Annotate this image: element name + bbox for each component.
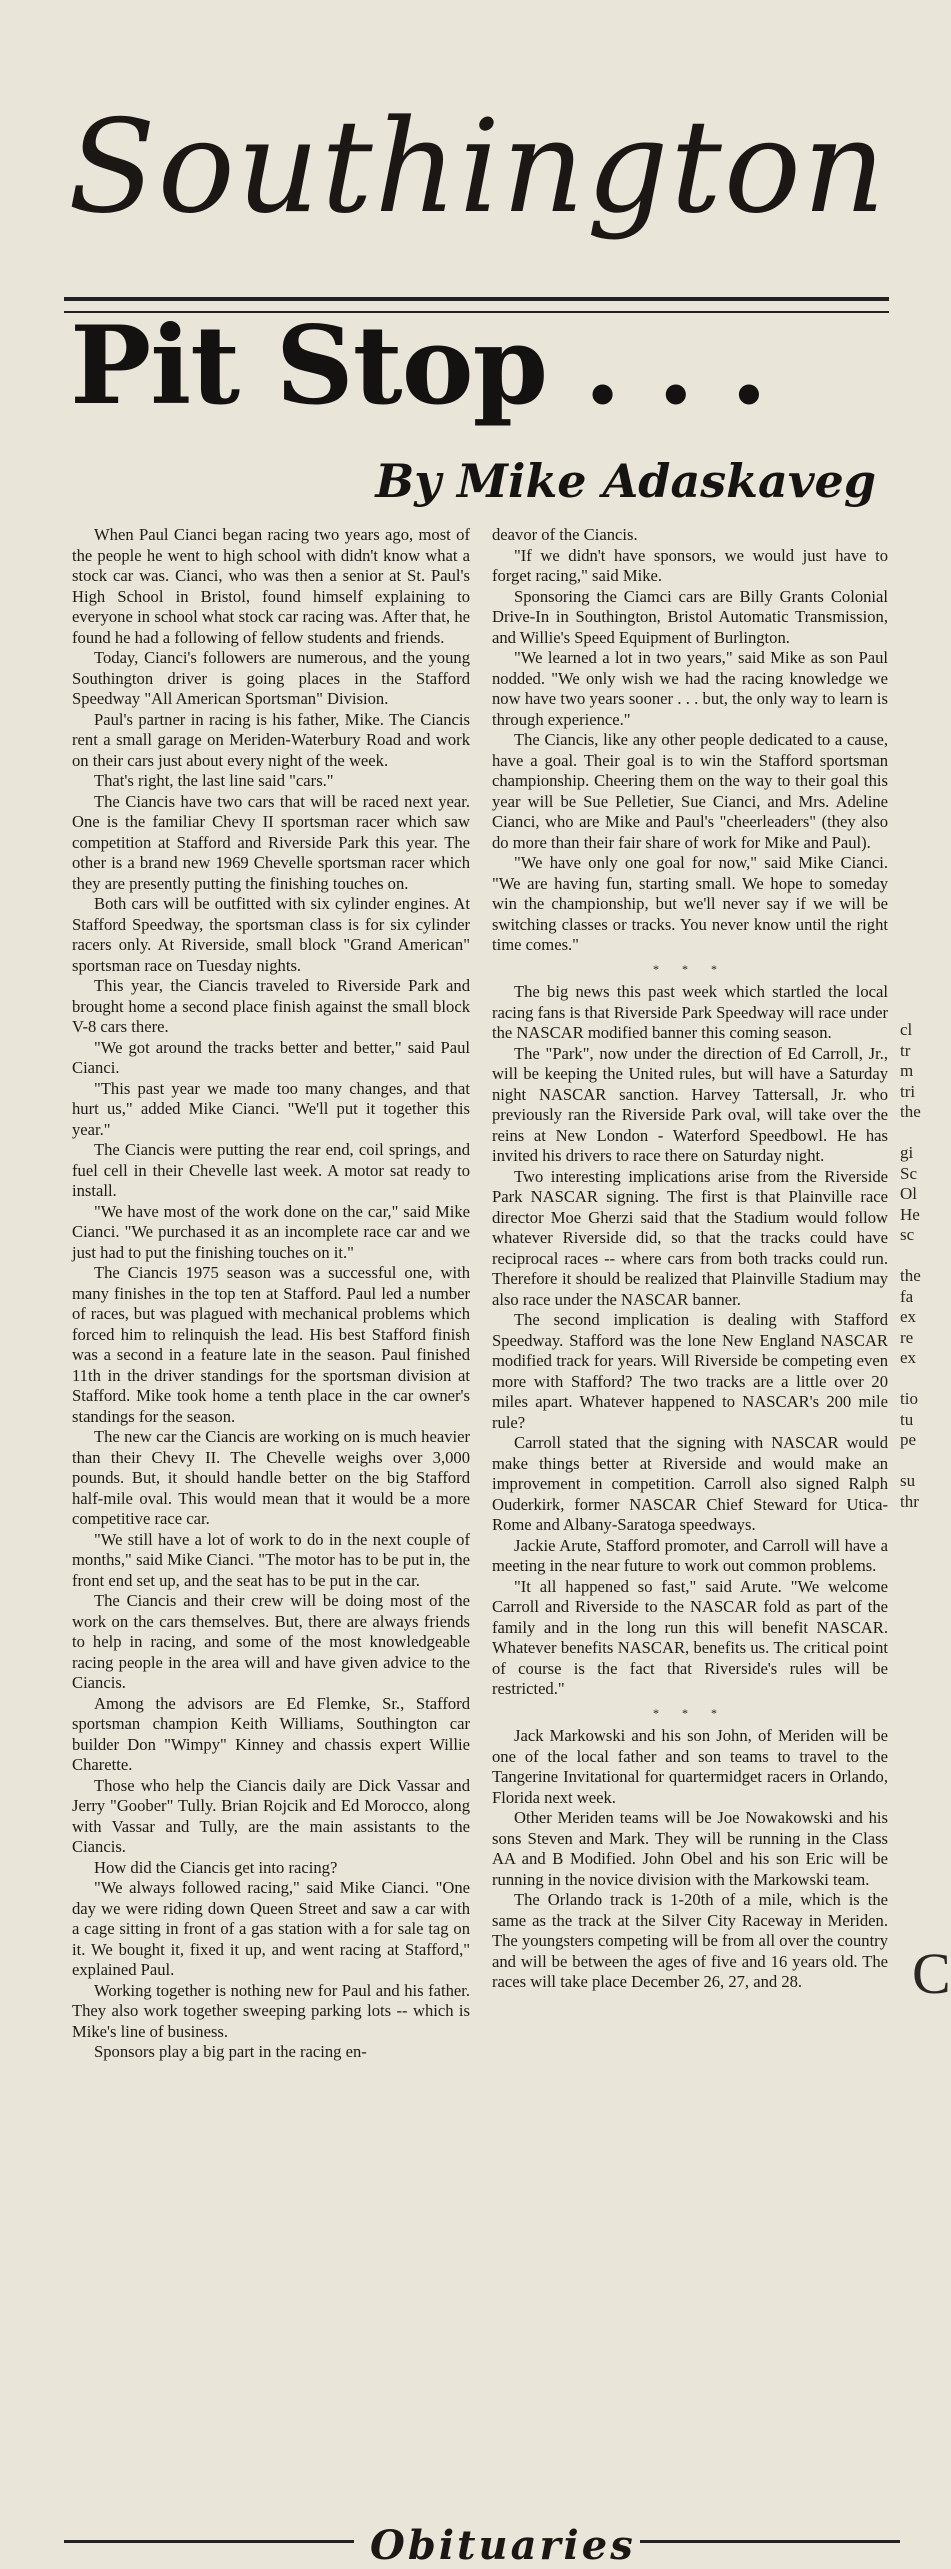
edge-fragment: tri xyxy=(900,1081,916,1101)
paragraph: The Orlando track is 1-20th of a mile, which is the same as the track at the Silver City Raceway in Meriden. The youngsters competing will be from all over the country and will be between the ages of five and 16 years old. The races will take place December 26, 27, and 28. xyxy=(492,1890,888,1991)
paragraph: "If we didn't have sponsors, we would just have to forget racing," said Mike. xyxy=(492,545,888,585)
edge-fragment: cl xyxy=(900,1020,913,1039)
edge-fragment xyxy=(900,1369,932,1390)
adjacent-article-initial: C xyxy=(912,1941,951,2006)
edge-fragment: thr xyxy=(900,1491,919,1511)
edge-fragment: Sc xyxy=(900,1163,917,1183)
section-title: Southington xyxy=(68,93,888,242)
edge-fragment: gi xyxy=(900,1143,914,1162)
edge-fragment: ex xyxy=(900,1307,917,1326)
paragraph: Those who help the Ciancis daily are Dick Vassar and Jerry "Goober" Tully. Brian Rojcik and Ed Morocco, along with Vassar and Tully, are the main assistants to the Ciancis. xyxy=(72,1775,470,1856)
paragraph: "We always followed racing," said Mike Cianci. "One day we were riding down Queen Street and saw a car with a cage sitting in front of a gas station with a for sale tag on it. We bought it, fixed it up, and went racing at Stafford," explained Paul. xyxy=(72,1878,470,1979)
paragraph: "We still have a lot of work to do in the next couple of months," said Mike Cianci. "The motor has to be put in, the front end set up, and the seat has to be put in the car. xyxy=(72,1529,470,1590)
paragraph: The new car the Ciancis are working on is much heavier than their Chevy II. The Chevelle weighs over 3,000 pounds. But, it should handle better on the big Stafford half-mile oval. This would mean that it would be a more competitive race car. xyxy=(72,1427,470,1528)
edge-fragment xyxy=(900,1246,932,1267)
edge-fragment: m xyxy=(900,1061,914,1080)
paragraph: Carroll stated that the signing with NASCAR would make things better at Riverside and would make an improvement in competition. Carroll also signed Ralph Ouderkirk, former NASCAR Chief Steward for Utica-Rome and Albany-Saratoga speedways. xyxy=(492,1433,888,1534)
paragraph: The Ciancis were putting the rear end, coil springs, and fuel cell in their Chevelle last week. A motor sat ready to install. xyxy=(72,1140,470,1200)
edge-fragment: fa xyxy=(900,1286,914,1306)
paragraph: Both cars will be outfitted with six cylinder engines. At Stafford Speedway, the sportsman class is for six cylinder racers only. At Riverside, small block "Grand American" sportsman race on Tuesday nights. xyxy=(72,894,470,975)
paragraph: "We have most of the work done on the car," said Mike Cianci. "We purchased it as an incomplete race car and we just had to put the finishing touches on it." xyxy=(72,1201,470,1262)
edge-fragment: the xyxy=(900,1266,921,1285)
paragraph: The Ciancis and their crew will be doing most of the work on the cars themselves. But, there are always friends to help in racing, and some of the most knowledgeable racing people in the area will and have given advice to the Ciancis. xyxy=(72,1591,470,1692)
paragraph: Paul's partner in racing is his father, Mike. The Ciancis rent a small garage on Meriden-Waterbury Road and work on their cars just about every night of the week. xyxy=(72,709,470,770)
paragraph: The big news this past week which startled the local racing fans is that Riverside Park Speedway will race under the NASCAR modified banner this coming season. xyxy=(492,982,888,1042)
paragraph: deavor of the Ciancis. xyxy=(492,525,638,544)
edge-fragment: tio xyxy=(900,1389,918,1408)
paragraph: This year, the Ciancis traveled to Riverside Park and brought home a second place finish against the small block V-8 cars there. xyxy=(72,976,470,1036)
paragraph: Sponsoring the Ciamci cars are Billy Grants Colonial Drive-In in Southington, Bristol Automatic Transmission, and Willie's Speed Equipment of Burlington. xyxy=(492,586,888,647)
edge-fragment: su xyxy=(900,1471,916,1490)
section-break: * * * xyxy=(653,961,727,976)
right-column xyxy=(492,525,888,1993)
paragraph: The "Park", now under the direction of Ed Carroll, Jr., will be keeping the United rules, but will have a Saturday night NASCAR sanction. Harvey Tattersall, Jr. who previously ran the Riverside Park oval, will take over the reins at New London - Waterford Speedbowl. He has invited his drivers to race there on Saturday night. xyxy=(492,1043,888,1165)
byline: By Mike Adaskaveg xyxy=(375,454,876,508)
paragraph: "We got around the tracks better and better," said Paul Cianci. xyxy=(72,1037,470,1077)
paragraph: When Paul Cianci began racing two years ago, most of the people he went to high school with didn't know what a stock car was. Cianci, who was then a senior at St. Paul's High School in Bristol, found himself explaining to everyone in school what stock car racing was. After that, he found he had a following of fellow students and friends. xyxy=(72,525,470,647)
paragraph: The Ciancis have two cars that will be raced next year. One is the familiar Chevy II sportsman racer which saw competition at Stafford and Riverside Park this year. The other is a brand new 1969 Chevelle sportsman racer which they are presently putting the finishing touches on. xyxy=(72,791,470,893)
paragraph: "We learned a lot in two years," said Mike as son Paul nodded. "We only wish we had the racing knowledge we now have two years sooner . . . but, the only way to learn is through experience." xyxy=(492,648,888,729)
paragraph: Two interesting implications arise from the Riverside Park NASCAR signing. The first is that Plainville race director Moe Gherzi said that the Stadium would follow whatever Riverside did, so that the tracks could have reciprocal races -- where cars from both tracks could run. Therefore it should be realized that Plainville Stadium may also race under the NASCAR banner. xyxy=(492,1166,888,1309)
left-column xyxy=(72,525,470,2063)
paragraph: "This past year we made too many changes, and that hurt us," added Mike Cianci. "We'll put it together this year." xyxy=(72,1078,470,1139)
edge-fragment: tr xyxy=(900,1040,911,1060)
paragraph: Working together is nothing new for Paul and his father. They also work together sweeping parking lots -- which is Mike's line of business. xyxy=(72,1980,470,2041)
paragraph: How did the Ciancis get into racing? xyxy=(94,1857,338,1877)
section-break: * * * xyxy=(653,1705,727,1720)
paragraph: Among the advisors are Ed Flemke, Sr., Stafford sportsman champion Keith Williams, Southington car builder Don "Wimpy" Kinney and chassis expert Willie Charette. xyxy=(72,1693,470,1774)
edge-fragment: Ol xyxy=(900,1184,917,1203)
next-section-title: Obituaries xyxy=(370,2522,636,2569)
headline: Pit Stop . . . xyxy=(70,303,767,429)
paragraph: Jack Markowski and his son John, of Meriden will be one of the local father and son teams to travel to the Tangerine Invitational for quartermidget racers in Orlando, Florida next week. xyxy=(492,1726,888,1807)
paragraph: "It all happened so fast," said Arute. "We welcome Carroll and Riverside to the NASCAR fold as part of the family and in the long run this will benefit NASCAR. Whatever benefits NASCAR, benefits us. The critical point of course is the fact that Riverside's rules will be restricted." xyxy=(492,1576,888,1698)
edge-fragment: re xyxy=(900,1327,914,1347)
edge-fragment xyxy=(900,1451,932,1472)
edge-fragment: ex xyxy=(900,1348,917,1367)
paragraph: The Ciancis 1975 season was a successful one, with many finishes in the top ten at Stafford. Paul led a number of races, but was plagued with mechanical problems which forced him to relinquish the lead. His best Stafford finish was a second in a feature late in the season. Paul finished 11th in the driver standings for the sportsman division at Stafford. Mike took home a tenth place in the car owner's standings for the season. xyxy=(72,1263,470,1426)
divider xyxy=(64,2540,354,2543)
paragraph: Sponsors play a big part in the racing en- xyxy=(94,2042,367,2061)
paragraph: That's right, the last line said "cars." xyxy=(94,771,334,790)
paragraph: The second implication is dealing with Stafford Speedway. Stafford was the lone New England NASCAR modified track for years. Will Riverside be competing even more with Stafford? The two tracks are a little over 20 miles apart. Whatever happened to NASCAR's 200 mile rule? xyxy=(492,1310,888,1432)
edge-fragment: He xyxy=(900,1204,920,1224)
divider xyxy=(640,2540,900,2543)
edge-fragment: pe xyxy=(900,1430,917,1449)
adjacent-article-fragment xyxy=(900,1020,932,2520)
masthead xyxy=(0,0,932,520)
paragraph: Other Meriden teams will be Joe Nowakowski and his sons Steven and Mark. They will be running in the Class AA and B Modified. John Obel and his son Eric will be running in the novice division with the Markowski team. xyxy=(492,1808,888,1889)
paragraph: Today, Cianci's followers are numerous, and the young Southington driver is going places in the Stafford Speedway "All American Sportsman" Division. xyxy=(72,648,470,708)
edge-fragment: sc xyxy=(900,1225,915,1244)
divider xyxy=(64,297,889,301)
paragraph: The Ciancis, like any other people dedicated to a cause, have a goal. Their goal is to win the Stafford sportsman championship. Cheering them on the way to their goal this year will be Sue Pelletier, Sue Cianci, and Mrs. Adeline Cianci, who are Mike and Paul's "cheerleaders" (they also do more than their fair share of work for Mike and Paul). xyxy=(492,730,888,852)
paragraph: Jackie Arute, Stafford promoter, and Carroll will have a meeting in the near future to work out common problems. xyxy=(492,1535,888,1575)
paragraph: "We have only one goal for now," said Mike Cianci. "We are having fun, starting small. We hope to someday win the championship, but we'll never say if we will be switching classes or tracks. You never know until the right time comes." xyxy=(492,853,888,954)
edge-fragment: tu xyxy=(900,1409,914,1429)
edge-fragment xyxy=(900,1123,932,1144)
edge-fragment: the xyxy=(900,1102,921,1121)
